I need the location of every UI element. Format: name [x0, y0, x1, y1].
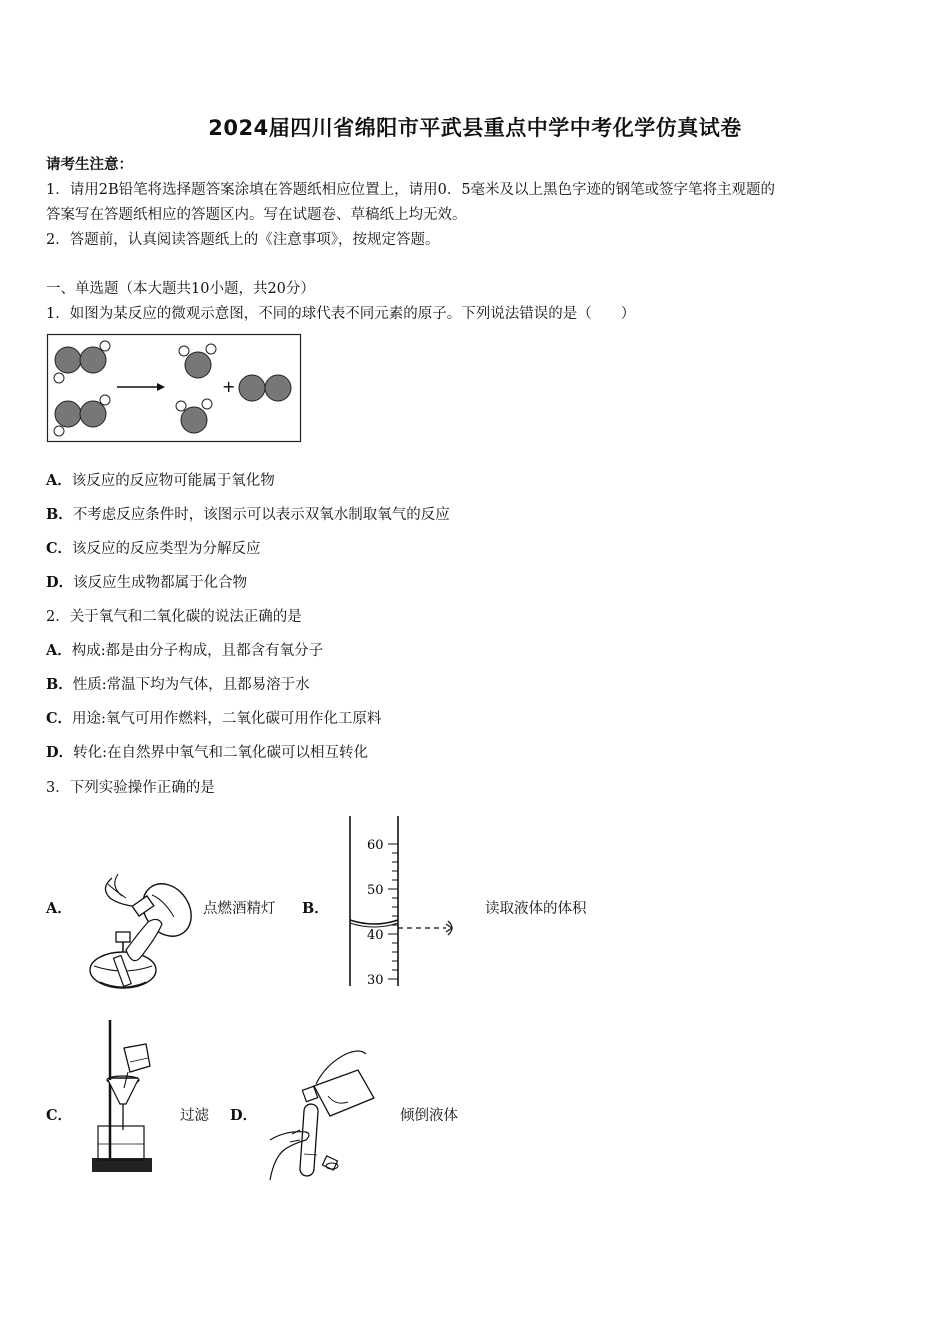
tick-label-30: 30 — [367, 973, 384, 988]
q3-option-a-label: 点燃酒精灯 — [203, 901, 276, 917]
section-heading: 一、单选题（本大题共10小题，共20分） — [46, 281, 315, 297]
q3-option-d-label: 倾倒液体 — [400, 1108, 458, 1124]
q3-option-d-letter: D． — [230, 1107, 258, 1124]
tick-label-40: 40 — [367, 928, 384, 943]
q2-option-c: C．用途:氧气可用作燃料，二氧化碳可用作化工原料 — [46, 710, 382, 727]
q3-stem: 3．下列实验操作正确的是 — [46, 780, 215, 796]
q3-option-a-letter: A． — [46, 900, 72, 917]
tick-label-50: 50 — [367, 883, 384, 898]
q2-option-d: D．转化:在自然界中氧气和二氧化碳可以相互转化 — [46, 744, 368, 761]
reaction-diagram — [47, 334, 302, 443]
pouring-liquid-figure — [262, 1044, 382, 1180]
page-title: 2024届四川省绵阳市平武县重点中学中考化学仿真试卷 — [208, 116, 742, 140]
q2-stem: 2．关于氧气和二氧化碳的说法正确的是 — [46, 609, 302, 625]
q2-option-b: B．性质:常温下均为气体，且都易溶于水 — [46, 676, 310, 693]
plus-sign: + — [222, 377, 236, 396]
tick-label-60: 60 — [367, 838, 384, 853]
q1-stem: 1．如图为某反应的微观示意图，不同的球代表不同元素的原子。下列说法错误的是（ ） — [46, 306, 636, 322]
alcohol-lamp-figure — [82, 870, 197, 995]
q3-option-c-label: 过滤 — [180, 1108, 209, 1124]
q1-option-d: D．该反应生成物都属于化合物 — [46, 574, 248, 591]
q1-option-a: A．该反应的反应物可能属于氧化物 — [46, 472, 275, 489]
notice-heading: 请考生注意： — [46, 156, 133, 173]
q3-option-b-label: 读取液体的体积 — [485, 901, 587, 917]
filtration-figure — [80, 1018, 180, 1180]
q1-option-b: B．不考虑反应条件时，该图示可以表示双氧水制取氧气的反应 — [46, 506, 450, 523]
q1-option-c: C．该反应的反应类型为分解反应 — [46, 540, 261, 557]
q3-option-b-letter: B． — [302, 900, 329, 917]
graduated-cylinder-figure — [336, 812, 466, 990]
notice-line-2: 2．答题前，认真阅读答题纸上的《注意事项》，按规定答题。 — [46, 232, 440, 248]
notice-line-1b: 答案写在答题纸相应的答题区内。写在试题卷、草稿纸上均无效。 — [46, 207, 467, 223]
q3-option-c-letter: C． — [46, 1107, 73, 1124]
notice-line-1: 1．请用2B铅笔将选择题答案涂填在答题纸相应位置上，请用0．5毫米及以上黑色字迹的钢笔或签字笔将主观题的 — [46, 182, 776, 198]
q2-option-a: A．构成:都是由分子构成，且都含有氧分子 — [46, 642, 324, 659]
